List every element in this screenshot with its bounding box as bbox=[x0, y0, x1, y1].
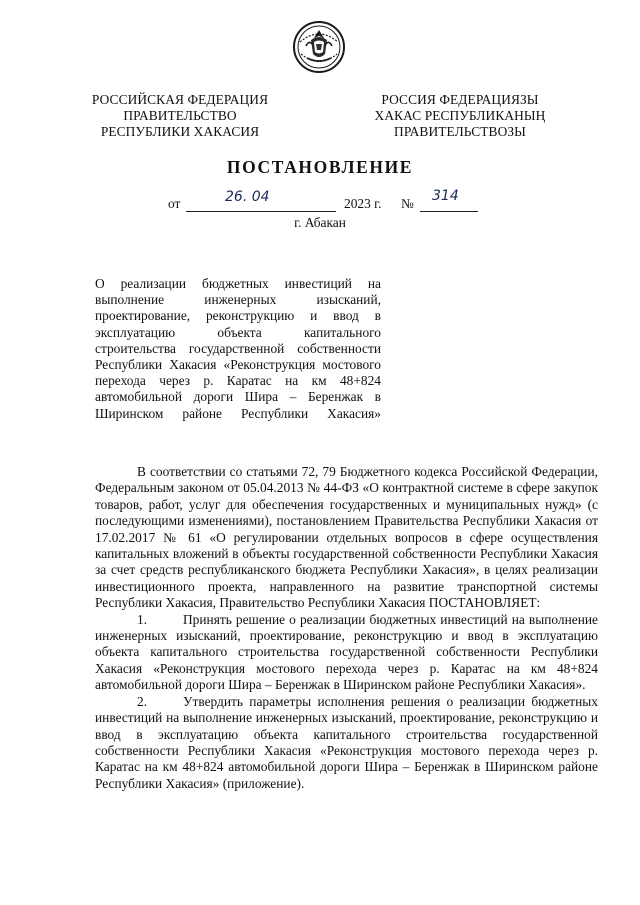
item-number: 2. bbox=[137, 693, 148, 709]
header-left bbox=[80, 92, 280, 140]
header-right-line: ХАКАС РЕСПУБЛИКАНЫҢ bbox=[374, 108, 546, 123]
handwritten-date: 26. 04 bbox=[225, 189, 270, 205]
header-right-line: РОССИЯ ФЕДЕРАЦИЯЗЫ bbox=[381, 92, 539, 107]
document-title: ПОСТАНОВЛЕНИЕ bbox=[226, 157, 414, 177]
header-left-line: РЕСПУБЛИКИ ХАКАСИЯ bbox=[100, 124, 260, 139]
decree-body bbox=[95, 464, 598, 792]
item-text: Принять решение о реализации бюджетных инвестиций на выполнение инженерных изысканий, проектирование, реконструкцию и ввод в эксплуатацию объекта капитального строительства государственной собственности Республики Хакасия «Реконструкция мостового перехода через р. Каратас на км 48+824 автомобильной дороги Шира – Беренжак в Ширинском районе Республики Хакасия». bbox=[95, 611, 598, 693]
decree-item bbox=[95, 612, 598, 694]
header-right-line: ПРАВИТЕЛЬСТВОЗЫ bbox=[394, 124, 526, 139]
date-year: 2023 г. bbox=[344, 196, 382, 211]
date-prefix: от bbox=[168, 196, 181, 211]
number-underline bbox=[420, 211, 478, 212]
decree-subject: О реализации бюджетных инвестиций на выполнение инженерных изысканий, проектирование, реконструкцию и ввод в эксплуатацию объекта капитального строительства государственной собственности Республики Хакасия «Реконструкция мостового перехода через р. Каратас на км 48+824 автомобильной дороги Шира – Беренжак в Ширинском районе Республики Хакасия» bbox=[95, 276, 381, 421]
date-underline bbox=[186, 211, 336, 212]
coat-of-arms-icon bbox=[292, 20, 346, 74]
item-number: 1. bbox=[137, 611, 148, 627]
number-sign: № bbox=[401, 196, 414, 211]
item-text: Утвердить параметры исполнения решения о реализации бюджетных инвестиций на выполнение инженерных изысканий, проектирование, реконструкцию и ввод в эксплуатацию объекта капитального строительства государственной собственности Республики Хакасия «Реконструкция мостового перехода через р. Каратас на км 48+824 автомобильной дороги Шира – Беренжак в Ширинском районе Республики Хакасия» (приложение). bbox=[95, 693, 598, 791]
city-line: г. Абакан bbox=[294, 215, 346, 230]
header-left-line: ПРАВИТЕЛЬСТВО bbox=[123, 108, 237, 123]
header-left-line: РОССИЙСКАЯ ФЕДЕРАЦИЯ bbox=[91, 92, 269, 107]
handwritten-number: 314 bbox=[432, 188, 459, 204]
date-number-line bbox=[0, 188, 640, 215]
decree-item bbox=[95, 694, 598, 792]
header-right bbox=[355, 92, 565, 140]
preamble-paragraph: В соответствии со статьями 72, 79 Бюджетного кодекса Российской Федерации, Федеральным законом от 05.04.2013 № 44-ФЗ «О контрактной системе в сфере закупок товаров, работ, услуг для обеспечения государственных и муниципальных нужд» (с последующими изменениями), постановлением Правительства Республики Хакасия от 17.02.2017 № 61 «О регулировании отдельных вопросов в сфере осуществления капитальных вложений в объекты государственной собственности Республики Хакасия за счет средств республиканского бюджета Республики Хакасия», в целях реализации инвестиционного проекта, направленного на развитие транспортной системы Республики Хакасия, Правительство Республики Хакасия ПОСТАНОВЛЯЕТ: bbox=[95, 464, 598, 611]
